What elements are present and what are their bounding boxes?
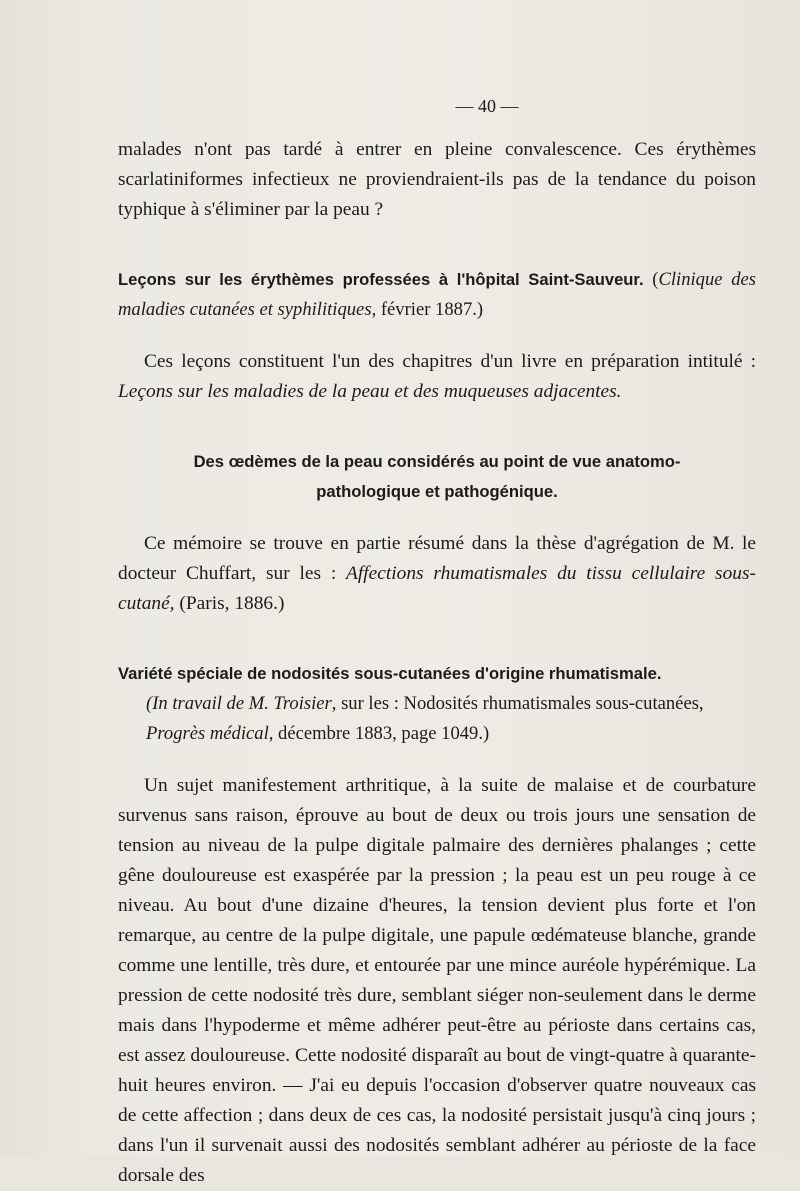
- body-text: Ce mémoire se trouve en partie résumé dans la thèse d'agrégation de M. le docteur Chuffart, sur les :: [118, 533, 756, 584]
- body-text: Ces leçons constituent l'un des chapitres d'un livre en préparation intitulé :: [144, 351, 756, 372]
- work-place: (Paris, 1886.): [179, 593, 285, 614]
- paragraph-intro: malades n'ont pas tardé à entrer en pleine convalescence. Ces érythèmes scarlatiniformes infectieux ne proviendraient-ils pas de la tendance du poison typhique à s'éliminer par la peau ?: [118, 139, 756, 220]
- section-body: [118, 347, 756, 407]
- section-heading: [118, 265, 756, 325]
- section-body: Un sujet manifestement arthritique, à la suite de malaise et de courbature survenus sans raison, éprouve au bout de deux ou trois jours une sensation de tension au niveau de la pulpe digitale palmaire des dernières phalanges ; cette gêne douloureuse est exaspérée par la pression ; la peau est un peu rouge à ce niveau. Au bout d'une dizaine d'heures, la tension devient plus forte et l'on remarque, au centre de la pulpe digitale, une papule œdémateuse blanche, grande comme une lentille, très dure, et entourée par une mince auréole hypérémique. La pression de cette nodosité très dure, semblant siéger non-seulement dans le derme mais dans l'hypoderme et même adhérer peut-être au périoste dans certains cas, est assez douloureuse. Cette nodosité disparaît au bout de vingt-quatre à quarante-huit heures environ. — J'ai eu depuis l'occasion d'observer quatre nouveaux cas de cette affection ; dans deux de ces cas, la nodosité persistait jusqu'à cinq jours ; dans l'un il survenait aussi des nodosités semblant adhérer au périoste de la face dorsale des: [118, 775, 756, 1186]
- reference-author: (In travail de M. Troisier: [146, 693, 332, 714]
- reference-journal: Progrès médical: [146, 723, 269, 744]
- section-heading: [118, 447, 756, 507]
- section-title: Leçons sur les érythèmes professées à l'hôpital Saint-Sauveur.: [118, 270, 644, 289]
- reference-subject: , sur les : Nodosités rhumatismales sous-cutanées,: [331, 693, 704, 714]
- book-title: Leçons sur les maladies de la peau et des muqueuses adjacentes.: [118, 381, 622, 402]
- section-title: Variété spéciale de nodosités sous-cutanées d'origine rhumatismale.: [118, 664, 662, 683]
- section-title-line1: Des œdèmes de la peau considérés au point de vue anatomo-: [193, 452, 681, 471]
- section-lecons-erythemes: [118, 265, 756, 407]
- section-body: [118, 529, 756, 619]
- page-number: — 40 —: [455, 96, 519, 116]
- section-reference: [118, 689, 756, 749]
- section-title-line2: pathologique et pathogénique.: [316, 482, 558, 501]
- section-oedemes: [118, 447, 756, 619]
- reference-journal: Clinique des maladies cutanées et syphilitiques: [118, 269, 756, 320]
- reference-open: (: [652, 269, 659, 290]
- work-title: Affections rhumatismales du tissu cellulaire sous-cutané,: [118, 563, 756, 614]
- section-nodosites: [118, 659, 756, 1191]
- reference-date: , février 1887.): [371, 299, 484, 320]
- reference-date: , décembre 1883, page 1049.): [268, 723, 490, 744]
